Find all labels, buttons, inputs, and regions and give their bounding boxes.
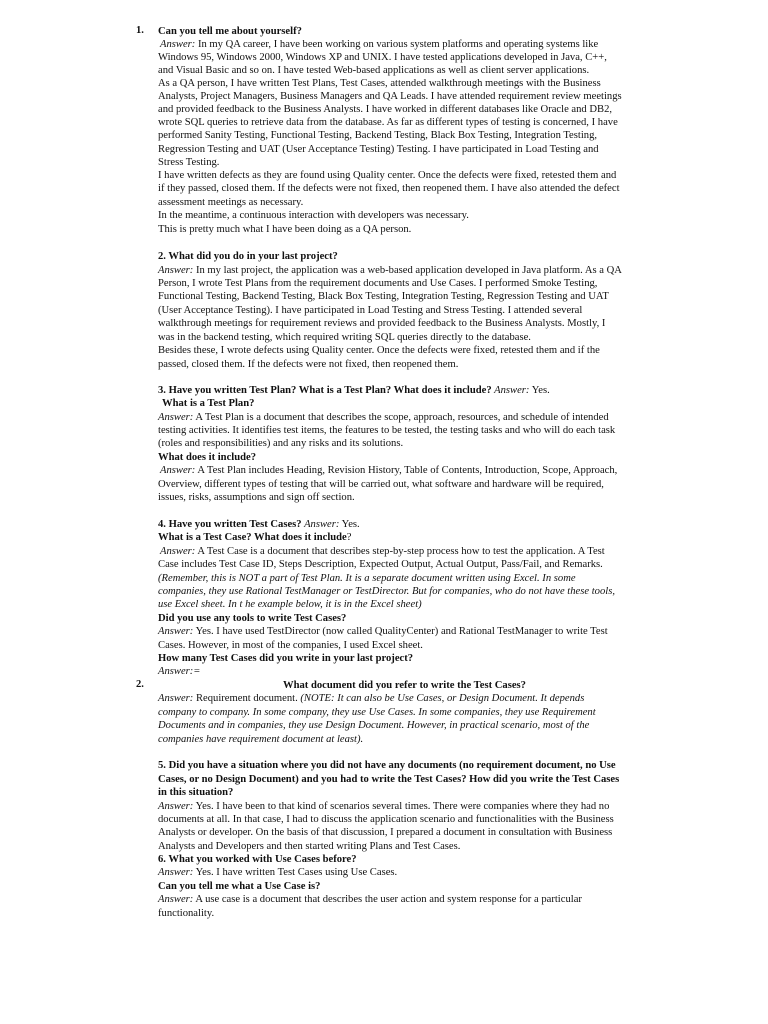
question-heading: 3. Have you written Test Plan? What is a Test Plan? What does it include? [158, 385, 492, 396]
note-line: companies, they use Rational TestManager or TestDirector. But for companies, who do not have these tools, [158, 586, 615, 597]
question-line [158, 384, 550, 397]
question-heading: What document did you refer to write the Test Cases? [283, 680, 526, 691]
body-line: Analysts, Project Managers, Business Managers and QA Leads. I have attended requirement review meetings [158, 91, 622, 102]
body-line: wrote SQL queries to retrieve data from the database. As far as different types of testing is concerned, I have [158, 117, 618, 128]
answer-label: Answer: [301, 519, 340, 530]
question-heading: Can you tell me about yourself? [158, 26, 302, 37]
answer-text: A use case is a document that describes the user action and system response for a particular [193, 894, 582, 905]
answer-line [158, 264, 622, 277]
body-line: Analysts and Developers and then started writing Plans and Test Cases. [158, 841, 461, 852]
answer-line [158, 692, 584, 705]
answer-label: Answer:= [158, 666, 201, 677]
body-line: Analysts or developer. On the basis of that discussion, I prepared a document in consultation with Business [158, 827, 613, 838]
answer-label: Answer: [158, 894, 194, 905]
answer-label: Answer: [158, 693, 194, 704]
answer-text: A Test Case is a document that describes step-by-step process how to test the application. A Test [195, 546, 605, 557]
answer-text: In my last project, the application was a web-based application developed in Java platform. As a QA [193, 265, 622, 276]
answer-line [158, 893, 582, 906]
body-line: if they passed, closed them. If the defects were not fixed, then reopened them. I have also attended the defect [158, 183, 620, 194]
body-line: Windows 95, Windows 2000, Windows XP and UNIX. I have tested applications developed in Java, C++, [158, 52, 607, 63]
answer-text: Yes. I have been to that kind of scenarios several times. There were companies where they had no [193, 801, 610, 812]
body-line: Case includes Test Case ID, Steps Description, Expected Output, Actual Output, Pass/Fail, and Remarks. [158, 559, 603, 570]
body-line: issues, risks, assumptions and sign off section. [158, 492, 355, 503]
body-line: testing activities. It identifies test items, the features to be tested, the testing tasks and who will do each task [158, 425, 616, 436]
body-line: Overview, different types of testing that will be carried out, what software and hardware will be required, [158, 479, 604, 490]
answer-label: Answer: [491, 385, 530, 396]
body-line: and provided feedback to the Business Analysts. I have worked in different databases like Oracle and DB2, [158, 104, 613, 115]
body-line: was in the backend testing, which required writing SQL queries directly to the database. [158, 332, 531, 343]
sub-question-tail: ? [346, 532, 352, 543]
answer-label: Answer: [158, 265, 194, 276]
item-number: 2. [136, 679, 144, 690]
body-line: Stress Testing. [158, 157, 220, 168]
body-line: (roles and responsibilities) and any risks and its solutions. [158, 438, 404, 449]
body-line: This is pretty much what I have been doing as a QA person. [158, 224, 412, 235]
answer-label: Answer: [158, 412, 194, 423]
answer-text: Yes. [339, 519, 360, 530]
answer-line [158, 800, 609, 813]
body-line: (User Acceptance Testing). I have participated in Load Testing and Stress Testing. I attended several [158, 305, 583, 316]
question-line [158, 518, 360, 531]
question-heading: 4. Have you written Test Cases? [158, 519, 302, 530]
body-line: I have written defects as they are found using Quality center. Once the defects were fixed, retested them and [158, 170, 617, 181]
answer-label: Answer: [158, 801, 194, 812]
answer-label: Answer: [158, 867, 194, 878]
answer-line [158, 411, 609, 424]
sub-question-heading: Did you use any tools to write Test Cases? [158, 613, 347, 624]
note-text: (NOTE: It can also be Use Cases, or Design Document. It depends [300, 693, 585, 704]
answer-line [160, 545, 605, 558]
body-line: Regression Testing and UAT (User Acceptance Testing) Testing. I have participated in Load Testing and [158, 144, 599, 155]
body-line: As a QA person, I have written Test Plans, Test Cases, attended walkthrough meetings with the Business [158, 78, 601, 89]
answer-text: Yes. I have used TestDirector (now called QualityCenter) and Rational TestManager to write Test [193, 626, 608, 637]
body-line: assessment meetings as necessary. [158, 197, 304, 208]
answer-text: Yes. I have written Test Cases using Use Cases. [193, 867, 398, 878]
body-line: performed Sanity Testing, Functional Testing, Backend Testing, Black Box Testing, Integration Testing, [158, 130, 598, 141]
question-heading: in this situation? [158, 787, 234, 798]
sub-question-heading: What does it include? [158, 452, 257, 463]
answer-line [160, 38, 598, 51]
body-line: Cases. However, in most of the companies, I used Excel sheet. [158, 640, 423, 651]
body-line: documents at all. In that case, I had to discuss the application scenario and functionalities with the Business [158, 814, 614, 825]
item-number: 1. [136, 25, 144, 36]
answer-text: A Test Plan is a document that describes the scope, approach, resources, and schedule of intended [193, 412, 609, 423]
question-heading: Cases, or no Design Document) and you had to write the Test Cases? How did you write the Test Cases [158, 774, 620, 785]
body-line: Besides these, I wrote defects using Quality center. Once the defects were fixed, retested them and if the [158, 345, 600, 356]
body-line: walkthrough meetings for requirement reviews and provided feedback to the Business Analysts. Mostly, I [158, 318, 606, 329]
sub-question-heading: What is a Test Plan? [162, 398, 255, 409]
answer-label: Answer: [160, 39, 196, 50]
answer-label: Answer: [160, 546, 196, 557]
note-line: (Remember, this is NOT a part of Test Plan. It is a separate document written using Excel. In some [158, 573, 576, 584]
note-line: use Excel sheet. In t he example below, it is in the Excel sheet) [158, 599, 422, 610]
sub-question-heading: Can you tell me what a Use Case is? [158, 881, 321, 892]
sub-question-heading: What is a Test Case? What does it include [158, 532, 347, 543]
question-heading: 2. What did you do in your last project? [158, 251, 338, 262]
note-line: companies have requirement document at least). [158, 734, 364, 745]
body-line: Person, I wrote Test Plans from the requirement documents and Use Cases. I performed Smoke Testing, [158, 278, 598, 289]
answer-text: A Test Plan includes Heading, Revision History, Table of Contents, Introduction, Scope, Approach, [195, 465, 618, 476]
answer-label: Answer: [158, 626, 194, 637]
question-heading: 5. Did you have a situation where you did not have any documents (no requirement document, no Use [158, 760, 616, 771]
answer-label: Answer: [160, 465, 196, 476]
sub-question-heading: How many Test Cases did you write in your last project? [158, 653, 414, 664]
question-heading: 6. What you worked with Use Cases before? [158, 854, 357, 865]
body-line: functionality. [158, 908, 215, 919]
answer-text: Yes. [529, 385, 550, 396]
sub-question-line [158, 531, 351, 544]
answer-line [160, 464, 617, 477]
answer-text: Requirement document. [193, 693, 301, 704]
body-line: Functional Testing, Backend Testing, Black Box Testing, Integration Testing, Regression Testing and UAT [158, 291, 609, 302]
body-line: passed, closed them. If the defects were not fixed, then reopened them. [158, 359, 459, 370]
note-line: Documents and in companies, they use Design Document. However, in practical scenario, most of the [158, 720, 590, 731]
body-line: and Visual Basic and so on. I have tested Web-based applications as well as client server applications. [158, 65, 590, 76]
answer-text: In my QA career, I have been working on various system platforms and operating systems like [195, 39, 599, 50]
body-line: In the meantime, a continuous interaction with developers was necessary. [158, 210, 469, 221]
answer-line [158, 625, 608, 638]
note-line: company to company. In some company, they use Use Cases. In some companies, they use Requirement [158, 707, 596, 718]
answer-line [158, 866, 397, 879]
